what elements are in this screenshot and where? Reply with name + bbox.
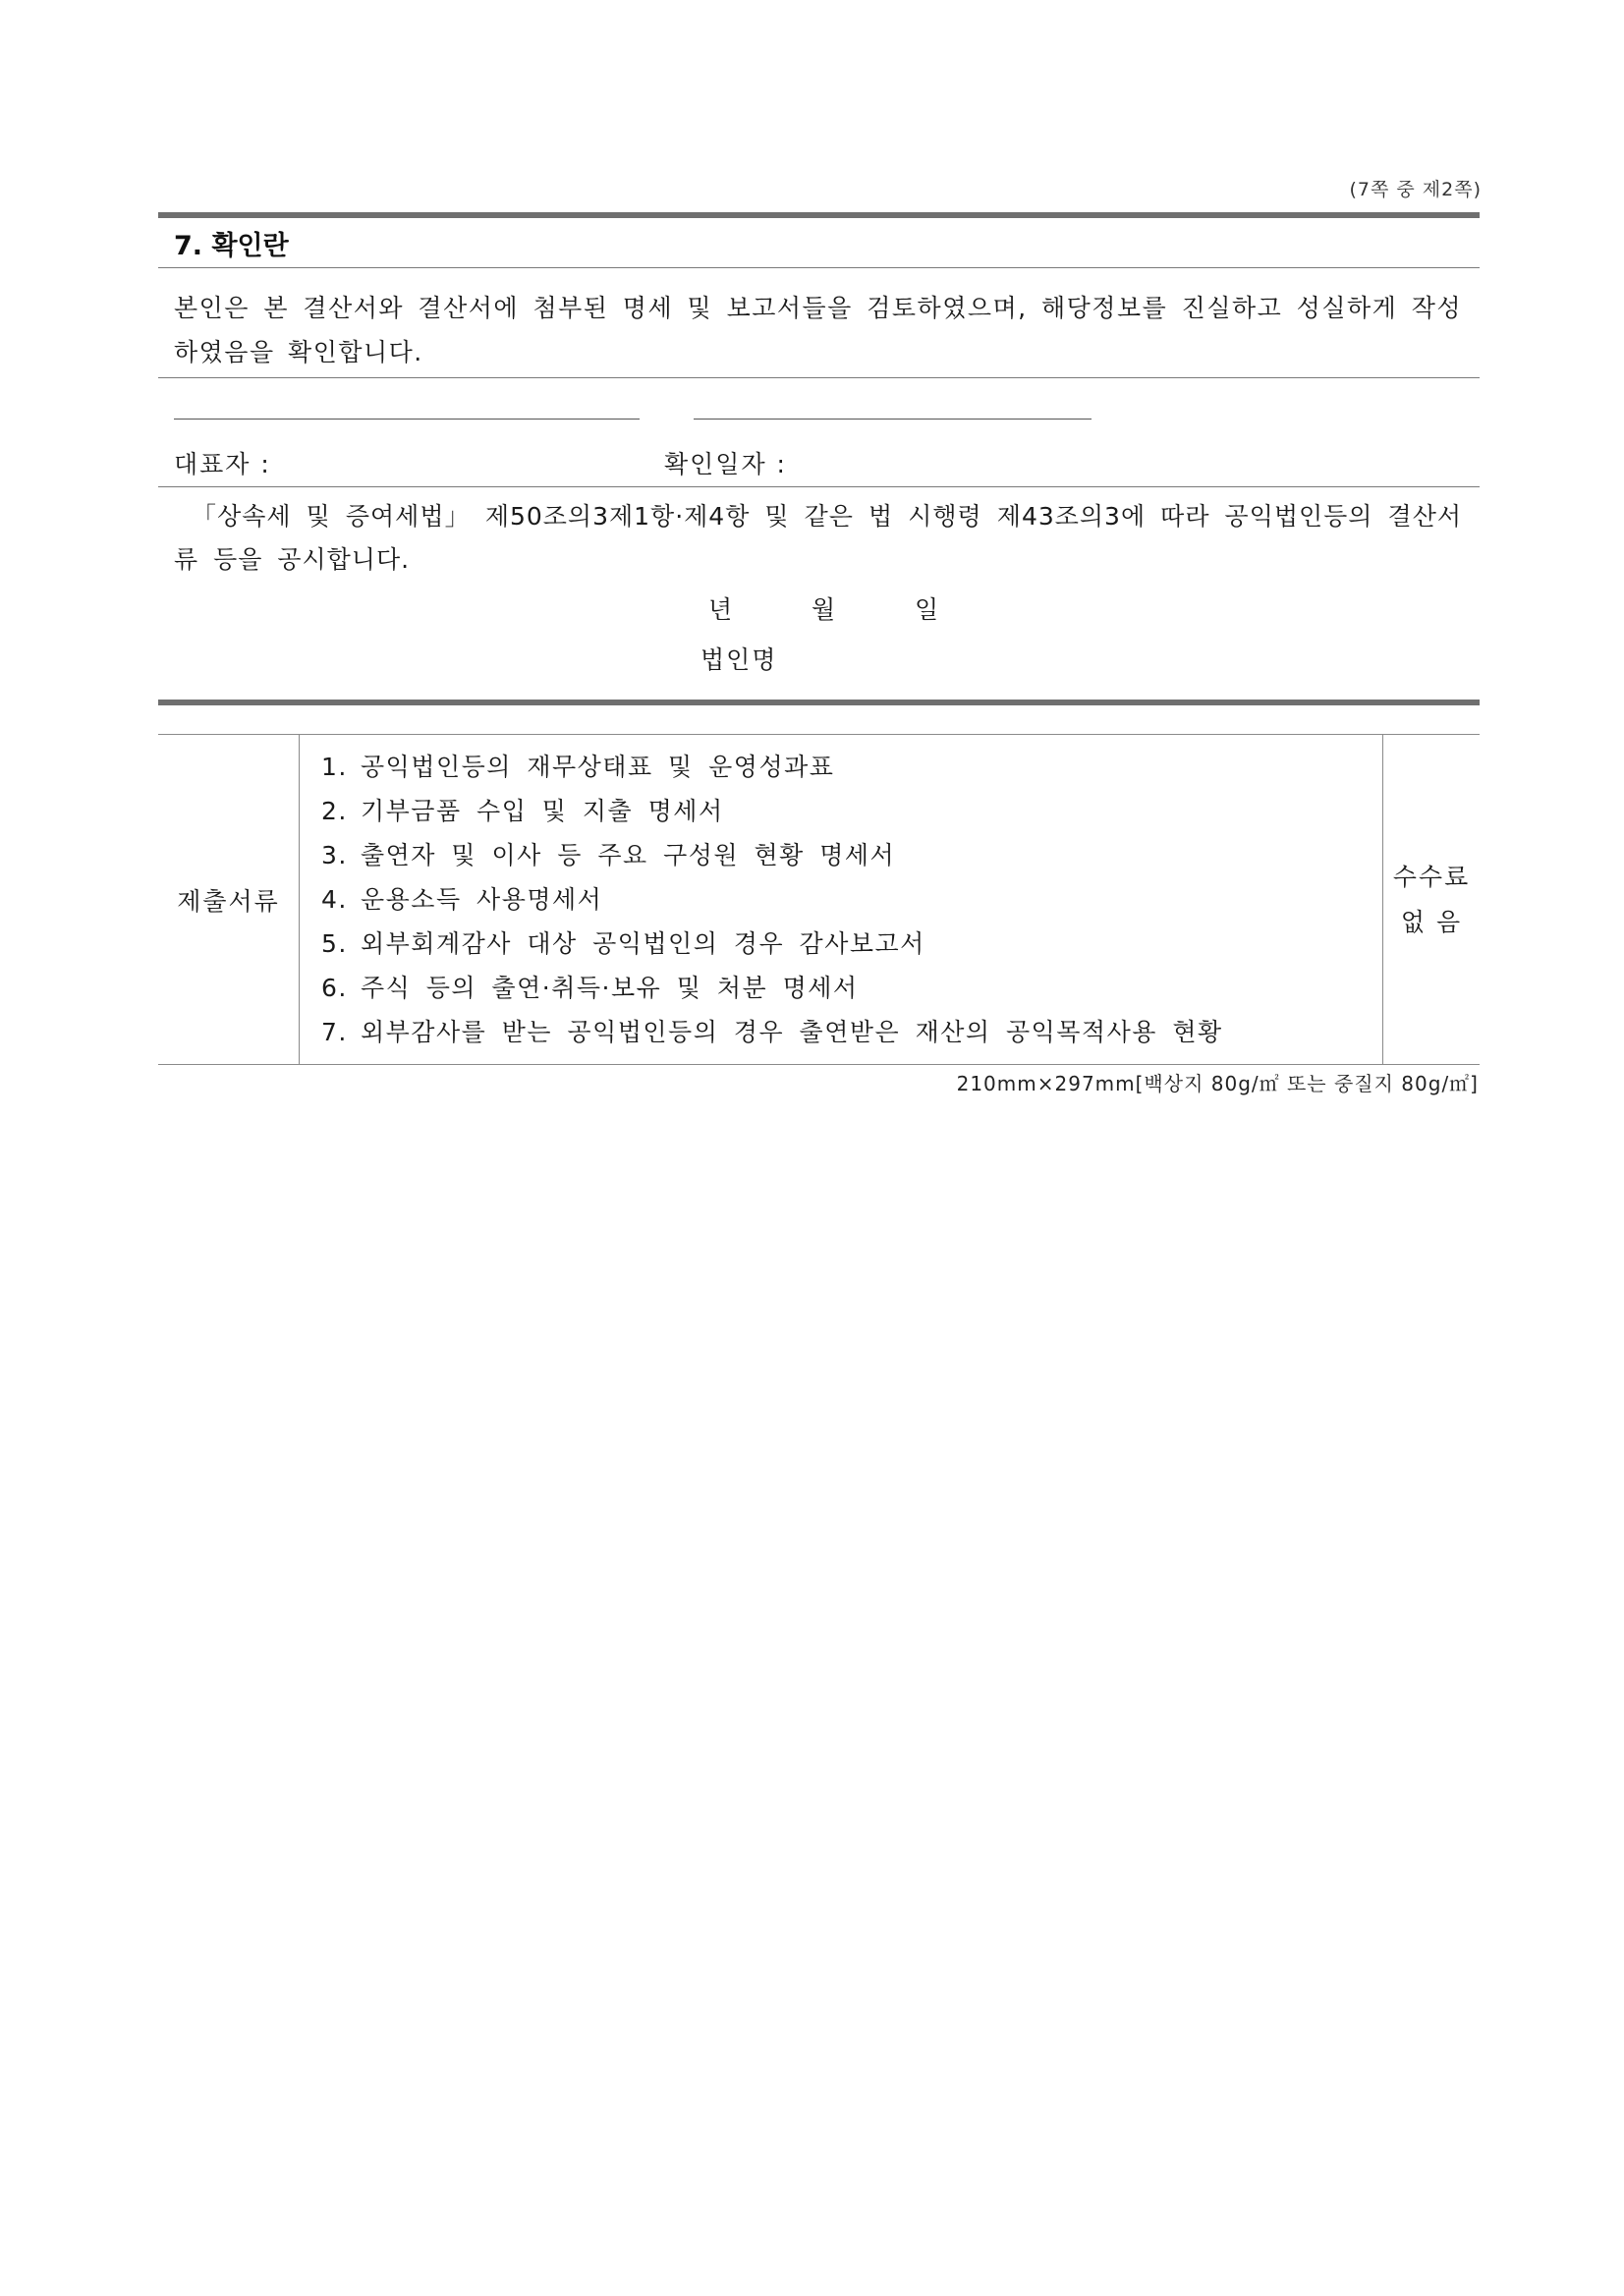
confirm-date-label: 확인일자 : bbox=[664, 450, 787, 478]
document-item-number: 7. bbox=[321, 1018, 348, 1046]
document-item-text: 운용소득 사용명세서 bbox=[361, 885, 603, 914]
fee-value: 없 음 bbox=[1400, 907, 1463, 936]
document-item bbox=[321, 1010, 1382, 1054]
document-item-number: 3. bbox=[321, 841, 348, 869]
fee-label: 수수료 bbox=[1392, 862, 1471, 891]
document-item bbox=[321, 922, 1382, 966]
signature-area bbox=[158, 378, 1480, 486]
paper-spec: 210mm×297mm[백상지 80g/㎡ 또는 중질지 80g/㎡] bbox=[956, 1072, 1479, 1095]
page-number: (7쪽 중 제2쪽) bbox=[1349, 179, 1482, 200]
document-item bbox=[321, 966, 1382, 1010]
document-item-text: 기부금품 수입 및 지출 명세서 bbox=[361, 797, 724, 825]
bottom-thick-divider bbox=[158, 700, 1480, 705]
document-item-number: 6. bbox=[321, 974, 348, 1002]
document-item-text: 출연자 및 이사 등 주요 구성원 현황 명세서 bbox=[361, 841, 896, 869]
corporation-name-label: 법인명 bbox=[700, 645, 778, 674]
submission-documents-table bbox=[158, 734, 1480, 1065]
document-item-text: 외부감사를 받는 공익법인등의 경우 출연받은 재산의 공익목적사용 현황 bbox=[361, 1018, 1223, 1046]
day-label: 일 bbox=[915, 595, 939, 624]
disclosure-date-row bbox=[158, 586, 1480, 631]
document-item-text: 주식 등의 출연·취득·보유 및 처분 명세서 bbox=[361, 974, 859, 1002]
confirmation-section bbox=[158, 212, 1480, 705]
confirmation-statement: 본인은 본 결산서와 결산서에 첨부된 명세 및 보고서들을 검토하였으며, 해당정보를 진실하고 성실하게 작성하였음을 확인합니다. bbox=[174, 294, 1462, 366]
document-item bbox=[321, 745, 1382, 789]
month-label: 월 bbox=[812, 595, 836, 624]
representative-label: 대표자 : bbox=[174, 450, 271, 478]
document-item bbox=[321, 877, 1382, 922]
document-item-number: 1. bbox=[321, 753, 348, 781]
document-item-number: 4. bbox=[321, 885, 348, 914]
document-item-text: 외부회계감사 대상 공익법인의 경우 감사보고서 bbox=[361, 929, 925, 958]
documents-header: 제출서류 bbox=[158, 735, 300, 1065]
document-item-number: 2. bbox=[321, 797, 348, 825]
document-item bbox=[321, 789, 1382, 833]
fee-cell bbox=[1383, 735, 1481, 1065]
disclosure-notice: 「상속세 및 증여세법」 제50조의3제1항·제4항 및 같은 법 시행령 제43조의3에 따라 공익법인등의 결산서류 등을 공시합니다. bbox=[174, 502, 1462, 574]
documents-list bbox=[300, 735, 1383, 1065]
document-item-text: 공익법인등의 재무상태표 및 운영성과표 bbox=[361, 753, 835, 781]
confirm-date-line[interactable] bbox=[694, 419, 1092, 420]
document-item-number: 5. bbox=[321, 929, 348, 958]
document-item bbox=[321, 833, 1382, 877]
representative-signature-line[interactable] bbox=[174, 419, 640, 420]
section-title: 7. 확인란 bbox=[174, 230, 289, 261]
year-label: 년 bbox=[708, 595, 733, 624]
